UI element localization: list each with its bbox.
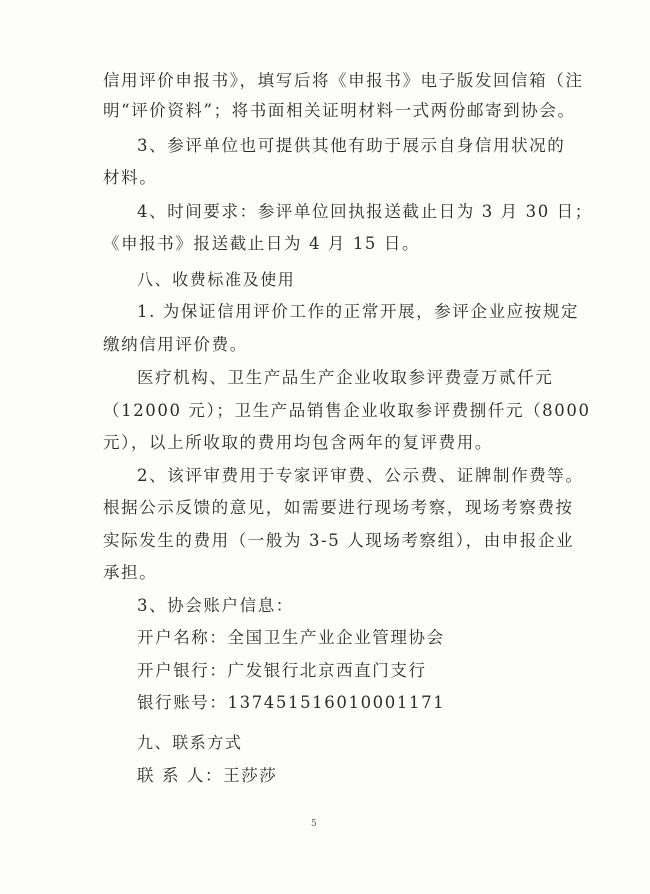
text-line: （12000 元）；卫生产品销售企业收取参评费捌仟元（8000 <box>103 401 591 420</box>
text-line: 元），以上所收取的费用均包含两年的复评费用。 <box>103 433 493 452</box>
text-line: 1. 为保证信用评价工作的正常开展，参评企业应按规定 <box>137 302 580 321</box>
text-line: 2、该评审费用于专家评审费、公示费、证牌制作费等。 <box>137 466 584 485</box>
text-line: 银行账号：137451516010001171 <box>137 693 446 712</box>
section-heading: 八、收费标准及使用 <box>137 270 296 289</box>
text-line: 材料。 <box>103 168 158 187</box>
page-number: 5 <box>311 819 317 829</box>
text-line: 4、时间要求：参评单位回执报送截止日为 3 月 30 日； <box>137 202 593 221</box>
text-line: 实际发生的费用（一般为 3-5 人现场考察组），由申报企业 <box>103 531 575 550</box>
text-line: 《申报书》报送截止日为 4 月 15 日。 <box>103 234 421 253</box>
text-line: 缴纳信用评价费。 <box>103 335 248 354</box>
text-line: 联 系 人：王莎莎 <box>137 766 278 785</box>
text-line: 开户名称：全国卫生产业企业管理协会 <box>137 628 445 647</box>
text-line: 信用评价申报书》，填写后将《申报书》电子版发回信箱（注 <box>103 71 584 90</box>
text-line: 明“评价资料”；将书面相关证明材料一式两份邮寄到协会。 <box>103 101 576 120</box>
text-line: 根据公示反馈的意见，如需要进行现场考察，现场考察费按 <box>103 498 574 517</box>
text-line: 3、协会账户信息： <box>137 596 294 615</box>
text-line: 医疗机构、卫生产品生产企业收取参评费壹万贰仟元 <box>137 368 554 387</box>
text-line: 3、参评单位也可提供其他有助于展示自身信用状况的 <box>137 136 566 155</box>
text-line: 开户银行：广发银行北京西直门支行 <box>137 661 427 680</box>
section-heading: 九、联系方式 <box>137 733 243 752</box>
text-line: 承担。 <box>103 563 158 582</box>
